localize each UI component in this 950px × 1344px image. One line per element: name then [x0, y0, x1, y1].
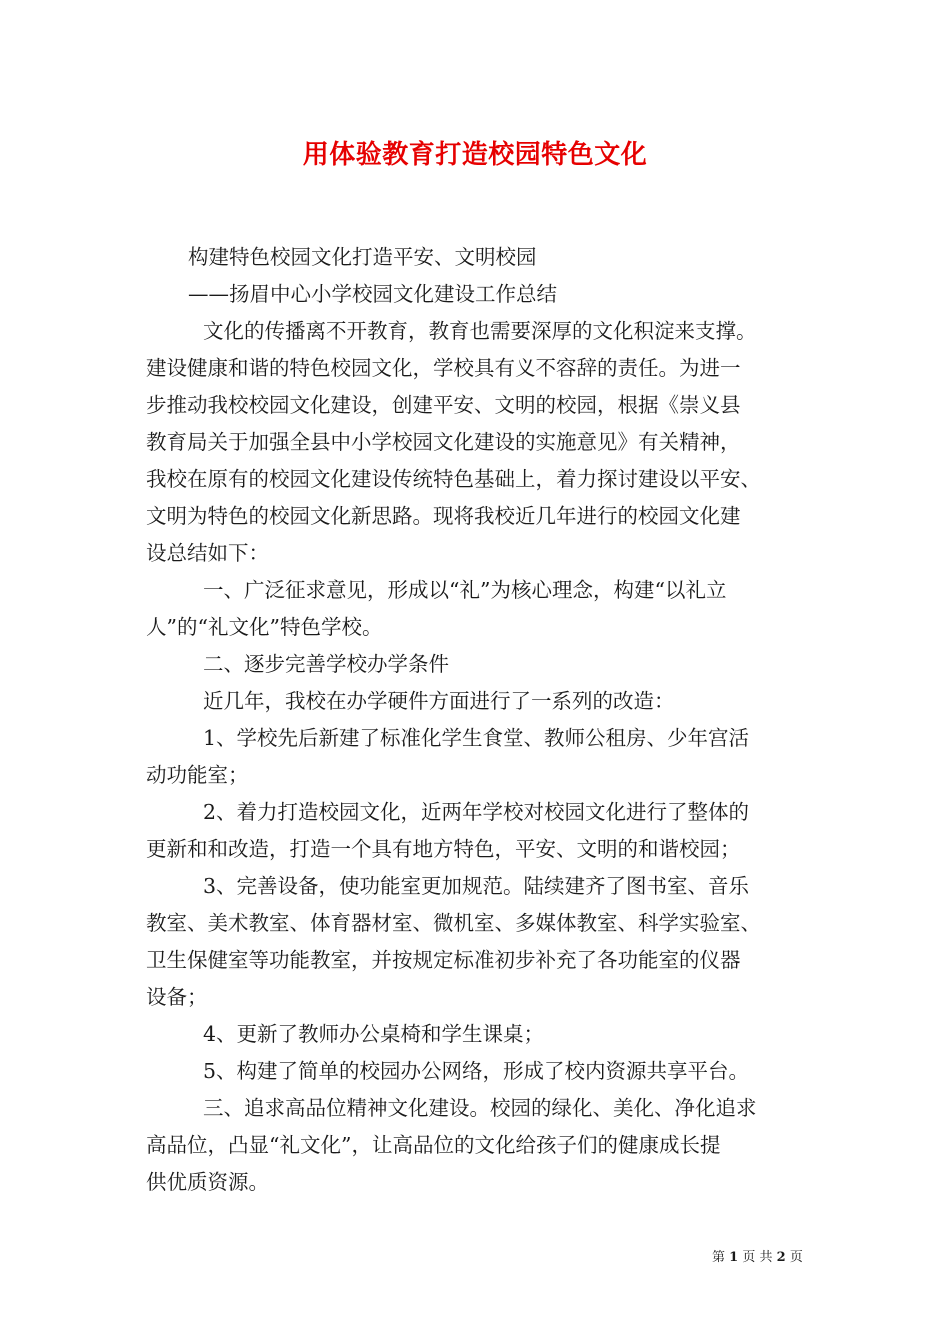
text-line: 二、逐步完善学校办学条件 [203, 652, 449, 676]
document-title: 用体验教育打造校园特色文化 [302, 140, 648, 170]
text-line: 3、完善设备，使功能室更加规范。陆续建齐了图书室、音乐 [203, 874, 750, 898]
text-line: 供优质资源。 [146, 1170, 269, 1194]
text-line: 一、广泛征求意见，形成以“礼”为核心理念，构建“以礼立 [203, 578, 727, 602]
text-line: 更新和和改造，打造一个具有地方特色，平安、文明的和谐校园； [146, 837, 741, 861]
page-label-suffix: 页 [789, 1250, 803, 1265]
text-line: 文化的传播离不开教育，教育也需要深厚的文化积淀来支撑。 [203, 319, 757, 343]
page-label-mid: 页 共 [742, 1250, 773, 1265]
page-footer [712, 1246, 803, 1265]
text-line: 步推动我校校园文化建设，创建平安、文明的校园，根据《崇义县 [146, 393, 741, 417]
page-current: 1 [729, 1250, 739, 1265]
subtitle-line: ——扬眉中心小学校园文化建设工作总结 [188, 282, 557, 306]
text-line: 2、着力打造校园文化，近两年学校对校园文化进行了整体的 [203, 800, 750, 824]
text-line: 建设健康和谐的特色校园文化，学校具有义不容辞的责任。为进一 [146, 356, 741, 380]
text-line: 文明为特色的校园文化新思路。现将我校近几年进行的校园文化建 [146, 504, 741, 528]
text-line: 4、更新了教师办公桌椅和学生课桌； [203, 1022, 545, 1046]
text-line: 人”的“礼文化”特色学校。 [146, 615, 383, 639]
text-line: 设总结如下： [146, 541, 269, 565]
page-label-prefix: 第 [712, 1250, 726, 1265]
page-total: 2 [776, 1250, 786, 1265]
subtitle-line: 构建特色校园文化打造平安、文明校园 [188, 245, 537, 269]
text-line: 教室、美术教室、体育器材室、微机室、多媒体教室、科学实验室、 [146, 911, 761, 935]
text-line: 近几年，我校在办学硬件方面进行了一系列的改造： [203, 689, 675, 713]
text-line: 设备； [146, 985, 208, 1009]
text-line: 三、追求高品位精神文化建设。校园的绿化、美化、净化追求 [203, 1096, 757, 1120]
text-line: 高品位，凸显“礼文化”，让高品位的文化给孩子们的健康成长提 [146, 1133, 721, 1157]
text-line: 卫生保健室等功能教室，并按规定标准初步补充了各功能室的仪器 [146, 948, 741, 972]
text-line: 动功能室； [146, 763, 249, 787]
text-line: 我校在原有的校园文化建设传统特色基础上，着力探讨建设以平安、 [146, 467, 761, 491]
text-line: 5、构建了简单的校园办公网络，形成了校内资源共享平台。 [203, 1059, 750, 1083]
text-line: 1、学校先后新建了标准化学生食堂、教师公租房、少年宫活 [203, 726, 750, 750]
text-line: 教育局关于加强全县中小学校园文化建设的实施意见》有关精神， [146, 430, 741, 454]
